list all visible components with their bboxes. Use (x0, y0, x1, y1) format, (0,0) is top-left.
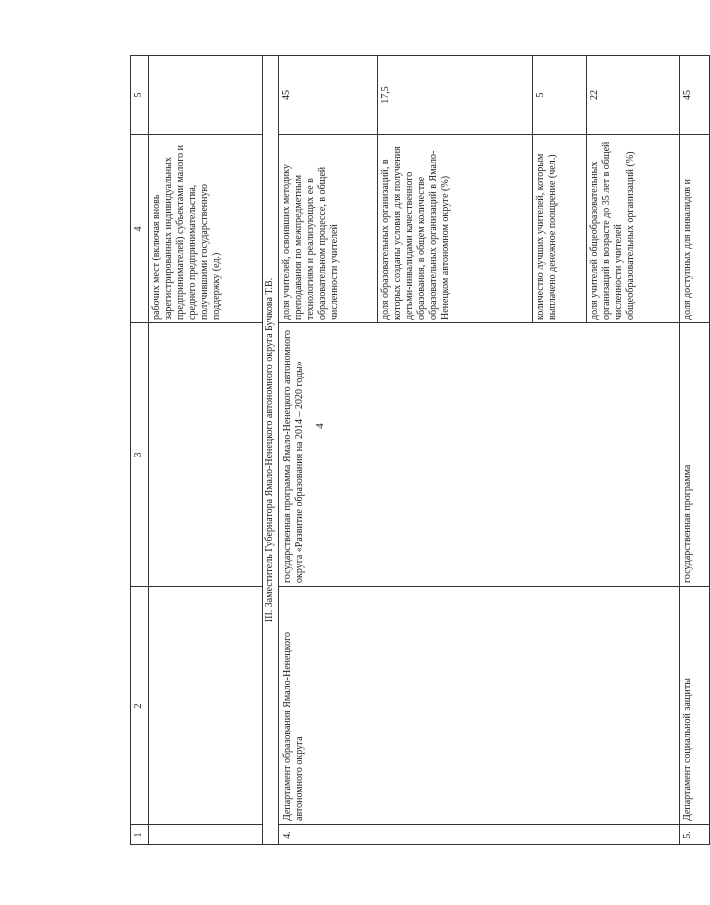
row-number: 4. (282, 831, 293, 839)
header-col-5: 5 (133, 92, 144, 98)
indicator-text: доля учителей общеобразовательных организаций в возрасте до 35 лет в общей численности учителей общеобразовательных организаций (%) (589, 141, 636, 320)
indicator-value: 17,5 (380, 86, 391, 104)
rotated-table (130, 55, 710, 845)
page-number: 4 (314, 423, 326, 429)
indicator-text: доля образовательных организаций, в которых созданы условия для получения детьми-инвалидами качественного образования, в общем количестве образовательных организаций в Ямало-Ненецком автономном округе (%) (380, 146, 451, 320)
table-line (679, 55, 680, 845)
row-number: 5. (682, 831, 693, 839)
continued-indicator-text: рабочих мест (включая вновь зарегистрированных индивидуальных предпринимателей) субъектами малого и среднего предпринимательства, получившими государственную поддержку (ед.) (151, 145, 222, 320)
program-name: государственная программа Ямало-Ненецкого автономного округа «Развитие образования на 2014 – 2020 годы» (282, 330, 305, 583)
table-line (148, 55, 149, 845)
table-line (130, 586, 262, 587)
table-line (278, 134, 710, 135)
table-line (130, 824, 262, 825)
department-name: Департамент образования Ямало-Ненецкого автономного округа (282, 632, 305, 821)
indicator-text: доля учителей, освоивших методику преподавания по межпредметным технологиям и реализующих ее в образовательном процессе, в общей численности учителей (281, 164, 340, 320)
indicator-value: 22 (589, 90, 600, 100)
table-line (278, 55, 279, 845)
indicator-value: 5 (535, 92, 546, 98)
indicator-value: 45 (281, 90, 292, 100)
header-col-1: 1 (133, 832, 144, 838)
table-line (532, 55, 533, 323)
header-col-3: 3 (133, 452, 144, 458)
table-line (278, 586, 710, 587)
table-line (278, 824, 710, 825)
table-line (130, 322, 262, 323)
table-line (278, 322, 710, 323)
department-name: Департамент социальной защиты (682, 678, 693, 821)
header-col-4: 4 (133, 226, 144, 232)
section-heading: III. Заместитель Губернатора Ямало-Ненецкого автономного округа Бучкова Т.В. (264, 277, 275, 623)
indicator-text: количество лучших учителей, которым выплачено денежное поощрение (чел.) (535, 153, 558, 320)
table-line (377, 55, 378, 323)
table-line (262, 55, 263, 845)
program-name: государственная программа (682, 464, 693, 583)
table-line (130, 55, 710, 56)
indicator-value: 45 (682, 90, 693, 100)
table-line (586, 55, 587, 323)
table-line (130, 844, 710, 845)
header-col-2: 2 (133, 703, 144, 709)
indicator-text: доля доступных для инвалидов и (682, 179, 693, 320)
table-line (130, 134, 262, 135)
table-line (130, 55, 131, 845)
